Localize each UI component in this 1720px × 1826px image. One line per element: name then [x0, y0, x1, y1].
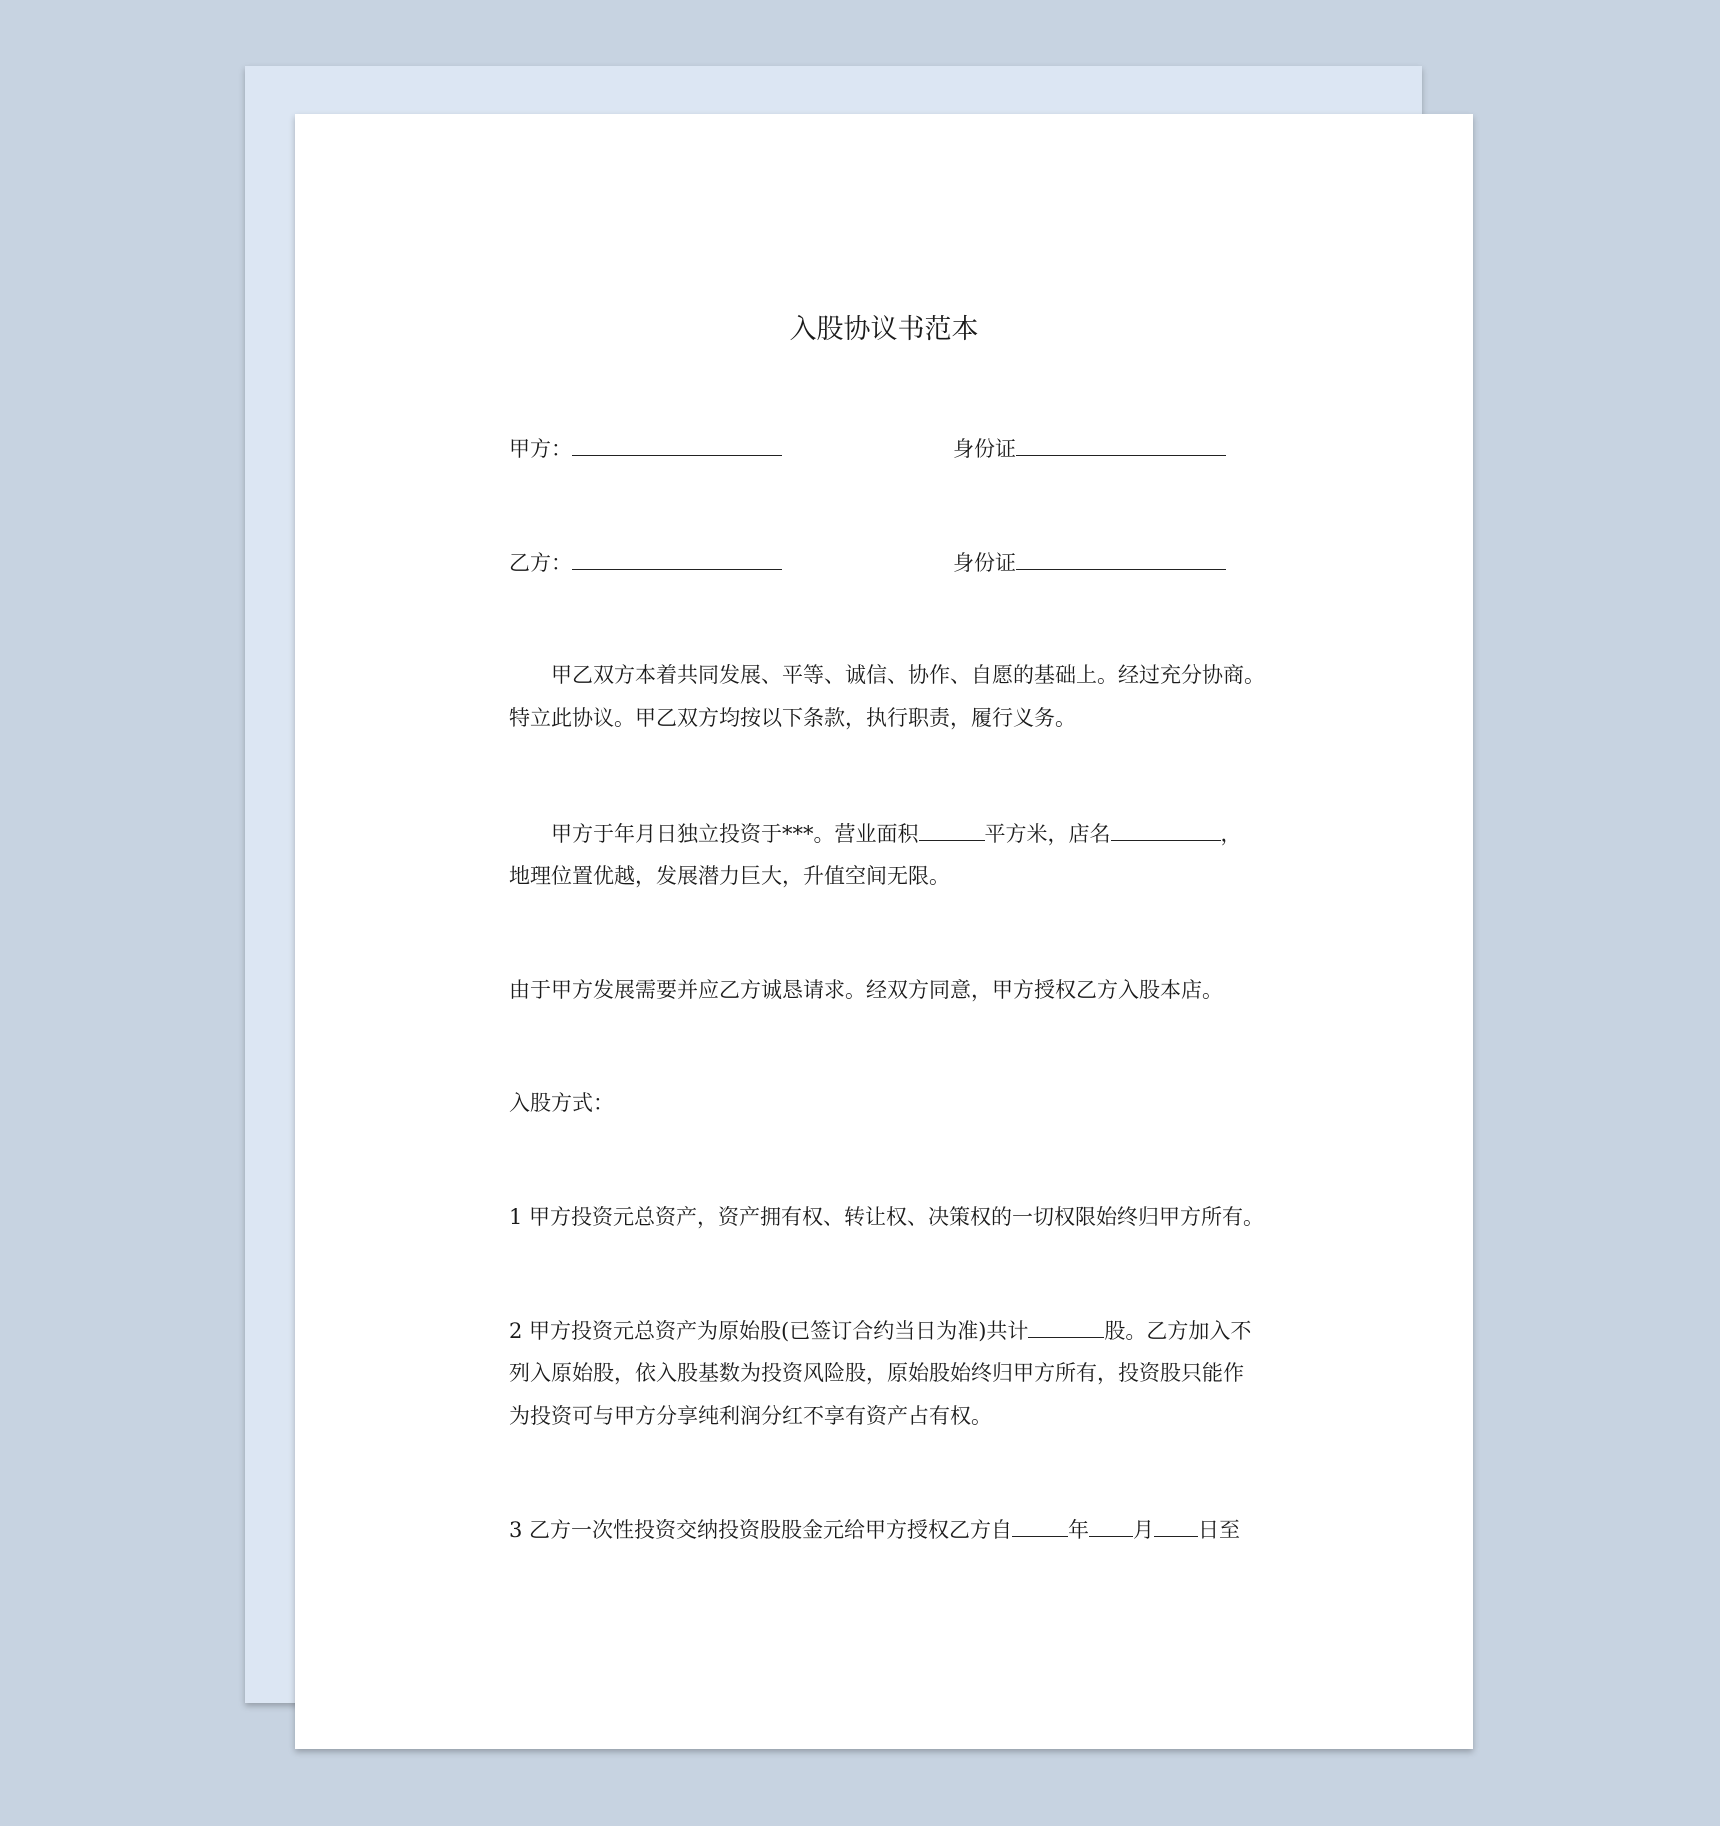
- area-blank[interactable]: [919, 818, 985, 841]
- text: 月: [1133, 1518, 1155, 1542]
- id-label: 身份证: [953, 437, 1016, 461]
- clause-2-line: 为投资可与甲方分享纯利润分红不享有资产占有权。: [509, 1404, 992, 1428]
- party-b-label: 乙方：: [509, 551, 572, 575]
- party-b-id-blank[interactable]: [1016, 547, 1226, 570]
- text: 年: [1068, 1518, 1090, 1542]
- party-a-field: [509, 433, 782, 464]
- clause-2-line: 列入原始股，依入股基数为投资风险股，原始股始终归甲方所有，投资股只能作: [509, 1361, 1244, 1385]
- id-label: 身份证: [953, 551, 1016, 575]
- intro-paragraph-line: 甲乙双方本着共同发展、平等、诚信、协作、自愿的基础上。经过充分协商。: [551, 663, 1265, 687]
- text: 甲方于年月日独立投资于***。营业面积: [551, 822, 919, 846]
- text: 3 乙方一次性投资交纳投资股股金元给甲方授权乙方自: [509, 1518, 1013, 1542]
- month-blank[interactable]: [1089, 1514, 1133, 1537]
- text: 平方米，店名: [984, 822, 1111, 846]
- text: ，: [1220, 822, 1242, 846]
- text: 2 甲方投资元总资产为原始股(已签订合约当日为准)共计: [509, 1319, 1029, 1343]
- authorization-paragraph: 由于甲方发展需要并应乙方诚恳请求。经双方同意，甲方授权乙方入股本店。: [509, 978, 1223, 1002]
- clause-3-line: [509, 1514, 1240, 1545]
- text: 日至: [1198, 1518, 1241, 1542]
- year-blank[interactable]: [1012, 1514, 1068, 1537]
- party-a-id-blank[interactable]: [1016, 433, 1226, 456]
- clause-1: 1 甲方投资元总资产，资产拥有权、转让权、决策权的一切权限始终归甲方所有。: [509, 1205, 1265, 1229]
- text: 股。乙方加入不: [1104, 1319, 1252, 1343]
- party-b-field: [509, 547, 782, 578]
- party-a-blank[interactable]: [572, 433, 782, 456]
- clause-2-line: [509, 1315, 1251, 1346]
- document-page: [295, 114, 1473, 1749]
- party-b-id-field: [953, 547, 1226, 578]
- day-blank[interactable]: [1154, 1514, 1198, 1537]
- shares-blank[interactable]: [1028, 1315, 1104, 1338]
- document-title: 入股协议书范本: [789, 314, 979, 345]
- investment-paragraph-line: 地理位置优越，发展潜力巨大，升值空间无限。: [509, 864, 950, 888]
- party-a-label: 甲方：: [509, 437, 572, 461]
- shop-name-blank[interactable]: [1111, 818, 1221, 841]
- intro-paragraph-line: 特立此协议。甲乙双方均按以下条款，执行职责，履行义务。: [509, 706, 1076, 730]
- investment-paragraph-line: [551, 818, 1242, 849]
- method-heading: 入股方式：: [509, 1091, 614, 1115]
- party-b-blank[interactable]: [572, 547, 782, 570]
- party-a-id-field: [953, 433, 1226, 464]
